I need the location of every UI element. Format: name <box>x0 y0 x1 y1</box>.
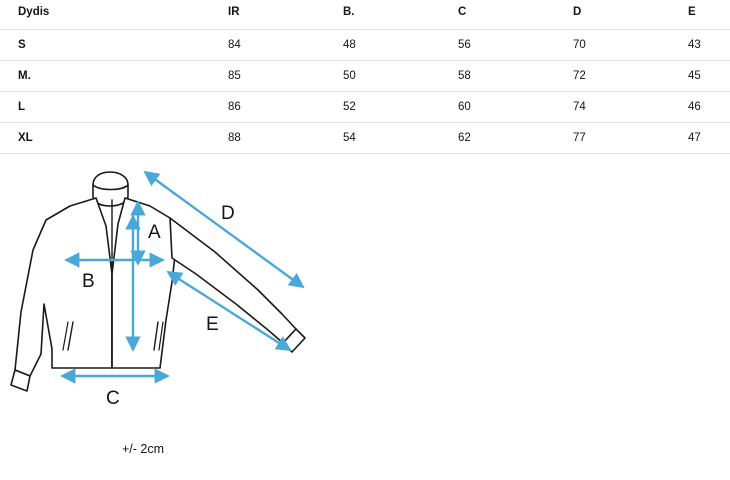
cell-e: 46 <box>688 92 730 123</box>
column-header-d: D <box>573 0 688 30</box>
cell-d: 72 <box>573 61 688 92</box>
cell-e: 47 <box>688 123 730 154</box>
cell-size: L <box>0 92 228 123</box>
cell-size: M. <box>0 61 228 92</box>
column-header-size: Dydis <box>0 0 228 30</box>
cell-b: 50 <box>343 61 458 92</box>
cell-d: 77 <box>573 123 688 154</box>
cell-c: 60 <box>458 92 573 123</box>
cell-size: S <box>0 30 228 61</box>
cell-ir: 86 <box>228 92 343 123</box>
cell-e: 43 <box>688 30 730 61</box>
cell-d: 74 <box>573 92 688 123</box>
measurement-diagram <box>0 154 730 474</box>
cell-ir: 84 <box>228 30 343 61</box>
column-header-e: E <box>688 0 730 30</box>
table-row <box>0 61 730 92</box>
cell-d: 70 <box>573 30 688 61</box>
label-d: D <box>221 203 235 224</box>
cell-ir: 85 <box>228 61 343 92</box>
cell-b: 48 <box>343 30 458 61</box>
cell-b: 52 <box>343 92 458 123</box>
cell-c: 58 <box>458 61 573 92</box>
cell-size: XL <box>0 123 228 154</box>
column-header-ir: IR <box>228 0 343 30</box>
table-body <box>0 30 730 154</box>
label-b: B <box>82 271 95 292</box>
table-row <box>0 92 730 123</box>
jacket-illustration <box>11 172 305 391</box>
cell-e: 45 <box>688 61 730 92</box>
table-header-row <box>0 0 730 30</box>
table-header <box>0 0 730 30</box>
size-table <box>0 0 730 154</box>
column-header-b: B. <box>343 0 458 30</box>
label-c: C <box>106 388 120 409</box>
column-header-c: C <box>458 0 573 30</box>
table-row <box>0 30 730 61</box>
cell-ir: 88 <box>228 123 343 154</box>
label-a: A <box>148 222 161 243</box>
table-row <box>0 123 730 154</box>
tolerance-note: +/- 2cm <box>122 442 165 456</box>
cell-c: 62 <box>458 123 573 154</box>
cell-c: 56 <box>458 30 573 61</box>
label-e: E <box>206 314 219 335</box>
cell-b: 54 <box>343 123 458 154</box>
